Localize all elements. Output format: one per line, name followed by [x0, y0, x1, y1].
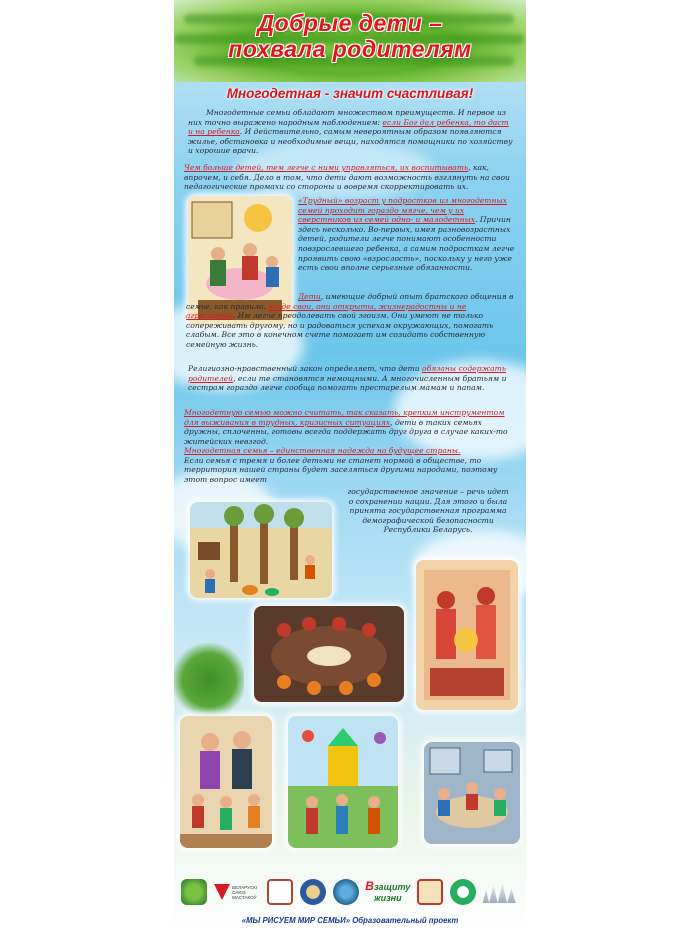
children-drawing-round-dance	[254, 606, 404, 702]
children-drawing-family-home	[424, 742, 520, 844]
text: , если те становятся немощными. А многочисленным братьям и сестрам гораздо легче сообща помогать престарелым мамам и папам.	[188, 373, 507, 393]
text: Если семья с тремя и более детьми не станет нормой в обществе, то территория нашей страны будет заселяться другими народами, поэтому этот вопрос имеет	[184, 455, 498, 484]
paragraph-4	[186, 292, 516, 350]
text: . И действительно, самым невероятным образом появляются жилье, обстановка и необходимые вещи, находятся помощники по хозяйству и хорошие врачи.	[188, 127, 513, 156]
highlight-text: Многодетную семью можно считать, так сказать, крепким инструментом для выживания в трудных, кризисных ситуациях	[184, 408, 505, 427]
church-logo	[417, 879, 443, 905]
text: , дети в таких семьях дружны, сплоченны, готовы всегда поддержать друг друга в случае каких-то житейских невзгод.	[184, 417, 508, 446]
title-line-1: Добрые дети –	[257, 10, 443, 36]
drawing-illustration	[424, 742, 520, 844]
highlight-text: Дети	[298, 292, 321, 301]
paragraph-7	[184, 446, 520, 484]
children-drawing-harvest	[190, 502, 332, 598]
cross-emblem-logo	[267, 879, 293, 905]
paragraph-1	[188, 108, 514, 156]
paragraph-5	[188, 364, 514, 393]
text: , как, впрочем, и себя. Дело в том, что дети дают возможность взглянуть на свои педагогические промахи со стороны и вовремя скорректировать их.	[184, 163, 510, 192]
paragraph-3	[298, 196, 516, 273]
highlight-text: везде свои, они открыты, жизнерадостны и не агрессивны	[186, 301, 467, 321]
drawing-illustration	[254, 606, 404, 702]
v-zashchitu-zhizni-logo	[365, 881, 410, 903]
paragraph-2	[184, 163, 514, 192]
drawing-illustration	[416, 560, 518, 710]
title-banner	[174, 0, 526, 82]
logo-letter: В	[365, 879, 374, 893]
subtitle: Многодетная - значит счастливая!	[226, 86, 474, 101]
drawing-illustration	[288, 716, 398, 848]
poster	[174, 0, 526, 933]
logo-word: жизни	[373, 893, 402, 903]
logo-word: защиту	[373, 882, 411, 892]
globe-logo	[333, 879, 359, 905]
text: Многодетные семьи обладают множеством преимуществ. И первое из них точно выражено народным наблюдением:	[188, 108, 507, 127]
church-skyline-logo	[483, 881, 519, 903]
children-drawing-red-figures	[416, 560, 518, 710]
text: . Им легче преодолевать свой эгоизм. Они умеют не только сопереживать другому, но и радоваться успехам окружающих, помогать слабым. Все это в конечном счете помогает им созидать собственную семейную жизнь.	[186, 311, 494, 349]
red-v-icon	[214, 884, 230, 900]
round-emblem-logo	[300, 879, 326, 905]
highlight-text: Чем больше детей, тем легче с ними управляться, их воспитывать	[184, 163, 469, 172]
footer-logo-row	[174, 872, 526, 912]
text: . Причин здесь несколько. Во-первых, имея разновозрастных детей, родители легче понимают особенности повзрослевшего ребенка, а самим подросткам легче проявить свою «взрослость», поскольку у него уже есть свои вполне серьезные обязанности.	[298, 215, 515, 273]
highlight-text: Многодетная семья – единственная надежда на будущее страны.	[184, 446, 461, 455]
children-drawing-family-portrait	[180, 716, 272, 848]
belarus-union-artists-logo	[214, 884, 260, 900]
highlight-text: «Трудный» возраст у подростков из многодетных семей проходит гораздо мягче, чем у их сверстников из семей одно- и малодетных	[298, 196, 507, 225]
paragraph-7-continued: государственное значение – речь идет о сохранении нации. Для этого и была принята государственная программа демографической безопасности Республики Беларусь.	[347, 487, 509, 535]
frog-logo	[181, 879, 207, 905]
tree-decoration	[174, 640, 244, 720]
title-line-2: похвала родителям	[228, 36, 472, 62]
leaf-logo	[450, 879, 476, 905]
drawing-illustration	[190, 502, 332, 598]
paragraph-6	[184, 408, 514, 446]
project-caption: «МЫ РИСУЕМ МИР СЕМЬИ» Образовательный проект	[241, 916, 459, 925]
highlight-text: если Бог дал ребенка, то даст и на ребенка	[188, 117, 509, 137]
highlight-text: обязаны содержать родителей	[188, 364, 507, 383]
children-drawing-church-festival	[288, 716, 398, 848]
union-artists-text: БЕЛАРУСКІ САЮЗ МАСТАКОЎ	[232, 884, 257, 900]
drawing-illustration	[180, 716, 272, 848]
text: , имеющие добрый опыт братского общения в семье, как правило,	[186, 292, 514, 311]
text: Религиозно-нравственный закон определяет, что дети	[188, 364, 423, 373]
